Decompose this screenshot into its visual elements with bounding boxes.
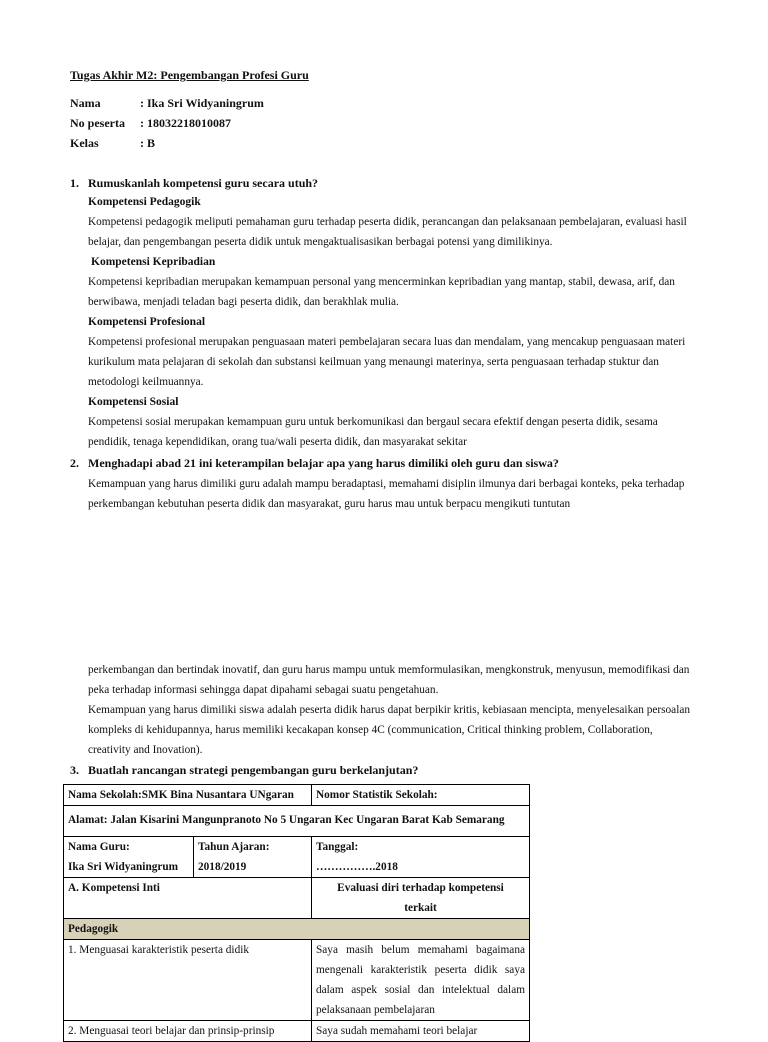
identity-block [70,93,264,153]
question-number: 2. [70,456,79,470]
question-number: 1. [70,176,79,190]
answer-paragraph: Kemampuan yang harus dimiliki guru adalah mampu beradaptasi, memahami disiplin ilmunya dari berbagai konteks, peka terhadap perkembangan kebutuhan peserta didik dan masyarakat, guru harus mau untuk berpacu mengikuti tuntutan [88,478,685,510]
table-row [64,878,530,919]
table-row [64,806,530,837]
year-label: Tahun Ajaran: [198,841,270,853]
question-number: 3. [70,763,79,777]
section-text: Kompetensi profesional merupakan penguasaan materi pembelajaran secara luas dan mendalam, yang mencakup penguasaan materi kurikulum mata pelajaran di sekolah dan substansi keilmuan yang menaungi materinya, serta penguasaan terhadap stuktur dan metodologi keilmuannya. [88,336,686,388]
answer-1 [88,192,698,452]
info-row-number [70,113,264,133]
question-3 [70,763,418,778]
document-title: Tugas Akhir M2: Pengembangan Profesi Guru [70,68,309,82]
strategy-table [63,784,530,1042]
column-a-header: A. Kompetensi Inti [64,878,312,919]
section-heading: Kompetensi Pedagogik [88,196,201,208]
info-row-class [70,133,264,153]
answer-paragraph: Kemampuan yang harus dimiliki siswa adalah peserta didik harus dapat berpikir kritis, kebiasaan mencipta, menyelesaikan persoalan kompleks di kehidupannya, harus memiliki kecakapan konsep 4C (communication, Critical thinking problem, Collaboration, creativity and Inovation). [88,704,690,756]
table-row [64,785,530,806]
date-value: …………….2018 [316,861,398,873]
info-value: : B [140,136,155,150]
year-cell [194,837,312,878]
info-row-name [70,93,264,113]
table-row [64,837,530,878]
info-value: : Ika Sri Widyaningrum [140,96,264,110]
section-header-pedagogik: Pedagogik [64,919,530,940]
info-key: Kelas [70,136,99,150]
table-row [64,940,530,1021]
evaluation-cell: Saya masih belum memahami bagaimana mengenali karakteristik peserta didik saya dalam aspek sosial dan intelektual dalam pelaksanaan pembelajaran [312,940,530,1021]
question-2 [70,456,559,471]
year-value: 2018/2019 [198,861,247,873]
school-name-cell: Nama Sekolah:SMK Bina Nusantara UNgaran [64,785,312,806]
section-text: Kompetensi pedagogik meliputi pemahaman guru terhadap peserta didik, perancangan dan pelaksanaan pembelajaran, evaluasi hasil belajar, dan pengembangan peserta didik untuk mengaktualisasikan berbagai potensi yang dimilikinya. [88,216,687,248]
answer-paragraph: perkembangan dan bertindak inovatif, dan guru harus mampu untuk memformulasikan, mengkonstruk, menyusun, memodifikasi dan peka terhadap informasi sehingga dapat dipahami sebagai suatu pengetahuan. [88,664,690,696]
section-heading: Kompetensi Sosial [88,396,179,408]
date-label: Tanggal: [316,841,359,853]
competency-cell: 2. Menguasai teori belajar dan prinsip-prinsip [64,1021,312,1042]
teacher-cell [64,837,194,878]
answer-2-part-2 [88,660,698,760]
teacher-label: Nama Guru: [68,841,130,853]
question-text: Menghadapi abad 21 ini keterampilan belajar apa yang harus dimiliki oleh guru dan siswa? [88,456,559,470]
stat-number-cell: Nomor Statistik Sekolah: [312,785,530,806]
teacher-name: Ika Sri Widyaningrum [68,861,179,873]
section-heading: Kompetensi Profesional [88,316,206,328]
answer-2-part-1 [88,474,698,514]
info-value: : 18032218010087 [140,116,231,130]
section-text: Kompetensi kepribadian merupakan kemampuan personal yang mencerminkan kepribadian yang mantap, stabil, dewasa, arif, dan berwibawa, menjadi teladan bagi peserta didik, dan berakhlak mulia. [88,276,675,308]
address-cell: Alamat: Jalan Kisarini Mangunpranoto No 5 Ungaran Kec Ungaran Barat Kab Semarang [64,806,530,837]
question-1 [70,176,318,191]
evaluation-cell: Saya sudah memahami teori belajar [312,1021,530,1042]
table-row [64,919,530,940]
section-heading: Kompetensi Kepribadian [91,256,216,268]
date-cell [312,837,530,878]
section-text: Kompetensi sosial merupakan kemampuan guru untuk berkomunikasi dan bergaul secara efektif dengan peserta didik, sesama pendidik, tenaga kependidikan, orang tua/wali peserta didik, dan masyarakat sekitar [88,416,658,448]
info-key: Nama [70,96,101,110]
column-b-header: Evaluasi diri terhadap kompetensi terkait [312,878,530,919]
competency-cell: 1. Menguasai karakteristik peserta didik [64,940,312,1021]
question-text: Buatlah rancangan strategi pengembangan guru berkelanjutan? [88,763,419,777]
info-key: No peserta [70,116,125,130]
question-text: Rumuskanlah kompetensi guru secara utuh? [88,176,319,190]
